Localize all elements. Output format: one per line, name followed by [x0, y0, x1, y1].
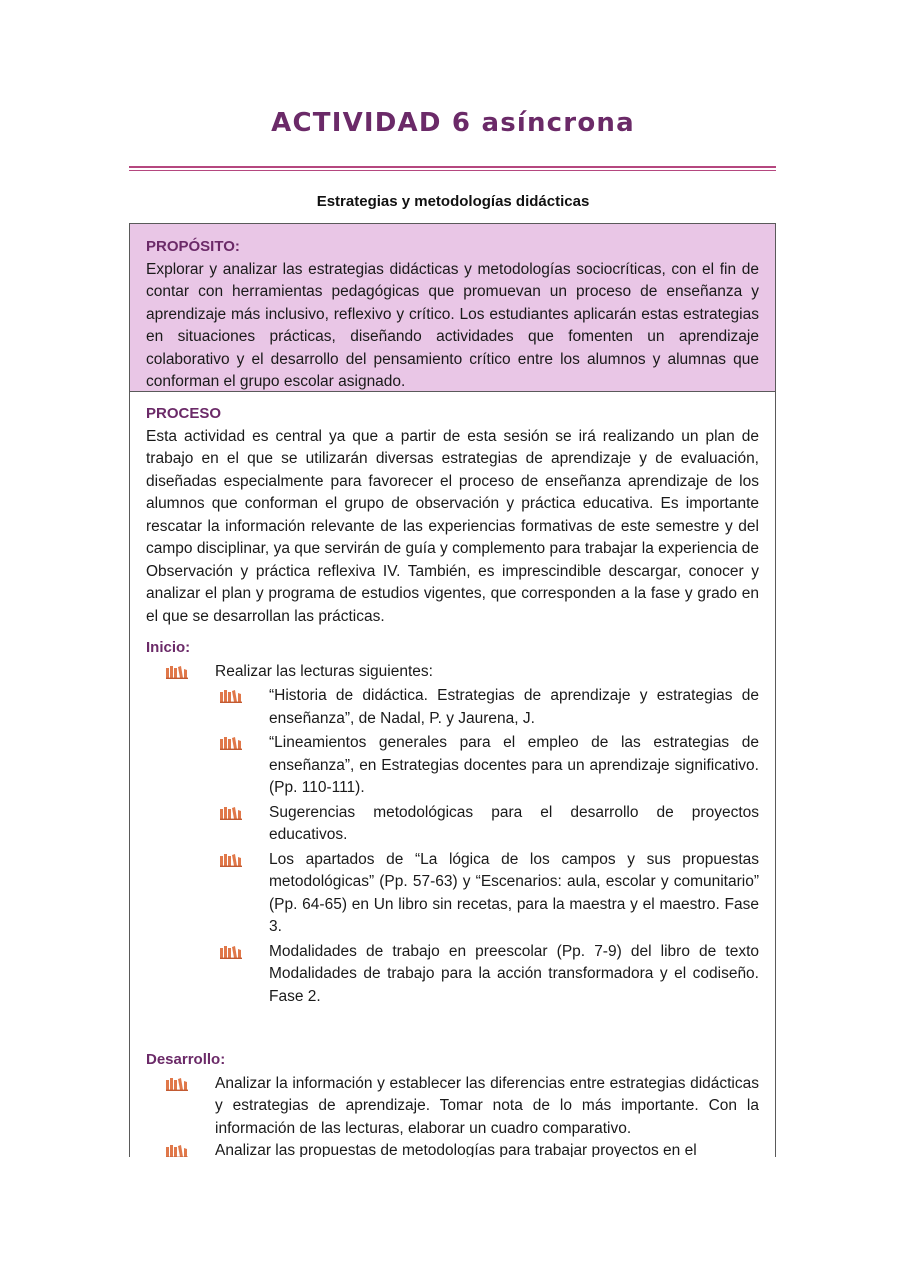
books-bullet-icon	[166, 1143, 188, 1157]
list-item	[146, 849, 759, 939]
list-item	[146, 802, 759, 847]
books-bullet-icon	[220, 852, 242, 875]
list-item	[146, 732, 759, 800]
list-item	[146, 941, 759, 1009]
list-item	[146, 661, 759, 684]
inicio-heading: Inicio:	[146, 639, 191, 656]
books-bullet-icon	[220, 944, 242, 967]
books-bullet-icon	[220, 805, 242, 828]
desarrollo-heading: Desarrollo:	[146, 1051, 226, 1068]
list-item	[146, 685, 759, 730]
title-rule-bottom	[129, 170, 776, 171]
books-bullet-icon	[166, 1076, 188, 1099]
list-item	[146, 1073, 759, 1141]
process-section	[130, 392, 775, 1157]
document-subtitle: Estrategias y metodologías didácticas	[316, 193, 590, 210]
list-item-text: “Lineamientos generales para el empleo de las estrategias de enseñanza”, en Estrategias docentes para un aprendizaje significativo. (Pp. 110-111).	[269, 734, 759, 796]
books-bullet-icon	[166, 664, 188, 687]
list-item-text: Analizar la información y establecer las diferencias entre estrategias didácticas y estrategias de aprendizaje. Tomar nota de lo más importante. Con la información de las lecturas, elaborar un cuadro comparativo.	[215, 1074, 759, 1137]
process-text: Esta actividad es central ya que a partir de esta sesión se irá realizando un plan de trabajo en el que se utilizarán diversas estrategias de aprendizaje y de evaluación, diseñadas especialmente para favorecer el proceso de enseñanza aprendizaje de los alumnos que conforman el grupo de observación y práctica educativa. Es importante rescatar la información relevante de las experiencias formativas de este semestre y del campo disciplinar, ya que servirán de guía y complemento para trabajar la experiencia de Observación y práctica reflexiva IV. También, es imprescindible descargar, conocer y analizar el plan y programa de estudios vigentes, que corresponden a la fase y grado en el que se desarrollan las prácticas.	[146, 427, 759, 625]
list-item-text: Sugerencias metodológicas para el desarrollo de proyectos educativos.	[269, 803, 759, 843]
list-item-text: Los apartados de “La lógica de los campos y sus propuestas metodológicas” (Pp. 57-63) y “Escenarios: aula, escolar y comunitario” (Pp. 64-65) en Un libro sin recetas, para la maestra y el maestro. Fase 3.	[269, 850, 759, 935]
process-heading: PROCESO	[146, 405, 222, 422]
books-bullet-icon	[220, 735, 242, 758]
purpose-text: Explorar y analizar las estrategias didácticas y metodologías sociocríticas, con el fin de contar con herramientas pedagógicas que promuevan un proceso de enseñanza y aprendizaje más inclusivo, reflexivo y crítico. Los estudiantes aplicarán estas estrategias en situaciones prácticas, diseñando actividades que fomenten un aprendizaje colaborativo y el desarrollo del pensamiento crítico entre los alumnos y alumnas que conforman el grupo escolar asignado.	[146, 260, 759, 390]
list-item-text: Analizar las propuestas de metodologías para trabajar proyectos en el	[215, 1142, 697, 1157]
list-item-text: Realizar las lecturas siguientes:	[215, 662, 433, 680]
document-title: ACTIVIDAD 6 asíncrona	[271, 108, 635, 138]
section-spacer	[146, 1008, 759, 1028]
list-item	[146, 1140, 759, 1157]
activity-frame	[129, 223, 776, 1157]
books-bullet-icon	[220, 688, 242, 711]
title-rule-top	[129, 166, 776, 168]
purpose-section	[130, 224, 775, 392]
list-item-text: Modalidades de trabajo en preescolar (Pp. 7-9) del libro de texto Modalidades de trabajo para la acción transformadora y el codiseño. Fase 2.	[269, 942, 759, 1005]
purpose-heading: PROPÓSITO:	[146, 238, 240, 255]
list-item-text: “Historia de didáctica. Estrategias de aprendizaje y estrategias de enseñanza”, de Nadal, P. y Jaurena, J.	[269, 687, 759, 727]
